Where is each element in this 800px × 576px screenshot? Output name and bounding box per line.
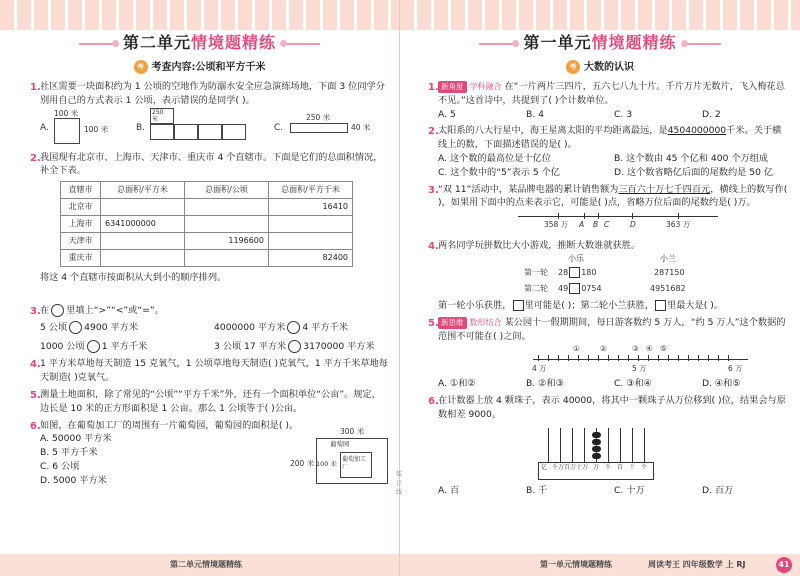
text-part: 里最大是( )。 [667,299,724,311]
question-number: 6. [428,396,439,408]
question-1 [428,80,790,121]
table-header: 总面积/平方米 [101,182,185,199]
place-label: 百万 [564,463,577,471]
circle-blank-icon[interactable] [288,340,301,353]
new-thinking-badge: 新思维 [438,317,467,329]
compare-left: 1000 公顷 [40,340,85,352]
round1-b: 287150 [654,267,685,277]
footer-book: 周读考王 四年级数学 上 RJ [648,560,746,569]
text-part: 千米。关于横线上的数，下面描述错误的是( )。 [438,125,782,151]
title-deco-icon [284,43,320,45]
option[interactable]: A. ①和② [438,378,476,390]
abacus-rod [560,428,561,462]
table-cell: 北京市 [61,199,101,216]
page-number: 41 [776,557,792,573]
option[interactable]: D. ④和⑤ [702,378,741,390]
table-cell[interactable] [101,199,185,216]
option[interactable]: C. 十万 [614,484,645,496]
fig-b-side: 米 [152,115,159,123]
number-line-right: 363 万 [666,220,691,230]
question-3 [428,183,790,237]
option[interactable]: C. 3 [614,108,633,120]
fig-top-label: 300 米 [340,427,365,437]
options-row [438,484,790,498]
grid-cell [150,124,174,140]
option[interactable]: B. ②和③ [526,378,564,390]
footer-text: 第二单元情境题精练 [170,560,242,569]
circle-blank-icon[interactable] [87,340,100,353]
compare-item [40,321,214,335]
subtitle-tag-icon: 考 [566,60,580,74]
compare-left: 4000000 平方米 [214,321,286,333]
option[interactable]: B. 这个数由 45 个亿和 400 个万组成 [614,152,769,164]
text-part: 里填上“>”“<”或“=”。 [66,304,164,316]
right-subtitle [400,60,800,75]
title-highlight: 情境题精练 [591,33,677,52]
place-label: 千 [605,463,612,471]
left-subtitle [0,60,399,75]
question-number: 4. [428,241,439,253]
number-line-left: 358 万 [544,220,569,230]
range-mark: ② [600,344,607,354]
axis-label: 6 万 [728,364,743,374]
options-row [438,166,790,180]
table-cell: 上海市 [61,216,101,233]
title-deco-icon [479,43,515,45]
option[interactable]: B. 5 平方千米 [40,447,98,459]
question-number: 5. [428,317,439,329]
subject-badge: 数形结合 [469,317,502,327]
option[interactable]: A. 50000 平方米 [40,433,112,445]
text-part: 第一轮小乐获胜， [438,299,512,311]
abacus-rod [608,428,609,462]
binding-line-label: 装订线 [395,471,402,496]
question-text: 两名同学玩拼数比大小游戏，推断大数谁就获胜。 [438,240,641,252]
question-2 [428,124,790,179]
round2-a [558,283,602,295]
place-label: 十万 [576,463,589,471]
bead [592,432,601,438]
question-text: 测量土地面积，除了常见的“公顷”“平方千米”外，还有一个面积单位“公亩”。规定，边长是 10 米的正方形面积是 1 公亩。那么 1 公顷等于( )公亩。 [40,388,381,414]
question-6 [428,394,790,497]
option[interactable]: B. 4 [526,108,544,120]
table-header: 直辖市 [61,182,101,199]
options-list [40,432,112,487]
options-row [438,377,790,391]
place-label: 十 [629,463,636,471]
table-row [61,199,353,216]
answer-space[interactable] [40,285,388,301]
fig-b-top: 250 [152,108,164,116]
question-4 [428,239,790,313]
game-table [438,253,790,299]
footer-text: 第一单元情境题精练 [540,560,612,569]
text-part: ，横线上的数写作( )，如果用下面中的点来表示它，可能是( )点，省略万位后面的尾数约是( )万。 [438,183,788,209]
table-cell: 16410 [269,199,353,216]
place-label: 个 [641,463,648,471]
option[interactable]: C. 6 公顷 [40,460,80,472]
q5-number-line [438,343,790,377]
option[interactable]: A. 百 [438,484,460,496]
table-cell[interactable] [101,250,185,267]
question-text: 在计数器上放 4 颗珠子，表示 40000，将其中一颗珠子从万位移到( )位，结果会与原数相差 9000。 [438,395,786,420]
fig-a-top: 100 米 [54,108,79,118]
table-cell[interactable] [185,199,269,216]
axis-label: 5 万 [632,364,647,374]
compare-right: 1 平方千米 [101,340,148,352]
options-row [438,108,790,122]
title-deco-icon [685,43,721,45]
circle-blank-icon[interactable] [69,321,82,334]
row-header: 第一轮 [524,267,548,277]
compare-item [214,340,388,354]
question-number: 1. [428,82,439,93]
question-1 [30,80,388,148]
table-cell: 天津市 [61,233,101,250]
number-line [438,210,790,236]
table-cell: 重庆市 [61,250,101,267]
circle-blank-icon[interactable] [287,321,300,334]
ticks [538,355,738,361]
bottom-band [0,554,399,576]
right-page [400,0,800,576]
compare-item [40,340,214,354]
left-page-title [71,31,328,55]
bead [592,446,601,452]
compare-right: 3170000 平方米 [303,340,375,352]
title-highlight: 情境题精练 [191,33,277,52]
title-deco-icon [79,43,115,45]
option[interactable]: B. 千 [526,484,548,496]
fig-c-top: 250 米 [306,112,331,122]
question-text [438,316,790,344]
abacus-rod [644,428,645,462]
table-row [61,216,353,233]
right-page-title [471,31,728,55]
option[interactable]: D. 百万 [702,484,734,496]
option[interactable]: D. 这个数省略亿后面的尾数约是 50 亿 [614,166,774,178]
round1-a [558,267,596,279]
rect-figure [290,123,348,133]
text-part: “双 11”活动中，某品牌电器的累计销售额为 [438,183,619,195]
option[interactable]: C. ③和④ [614,378,652,390]
option[interactable]: C. 这个数中的“5”表示 5 个亿 [438,166,560,178]
title-prefix: 第二单元 [122,33,191,52]
question-number: 5. [30,389,41,401]
question-followup [438,299,790,313]
question-followup: 将这 4 个直辖市按面积从大到小的顺序排列。 [40,272,227,284]
fig-yard-label: 葡萄园 [330,440,350,449]
table-cell[interactable] [269,216,353,233]
bead [592,439,601,445]
text-part: 在 [40,304,50,316]
tick [584,213,585,219]
question-text [438,80,790,108]
underlined-number: 三百六十万七千四百元 [618,183,711,195]
row-header: 第二轮 [524,283,548,293]
box-blank-icon[interactable] [513,300,524,311]
compare-item [214,321,388,335]
question-number: 2. [428,126,439,138]
place-label: 万 [593,463,600,471]
subtitle-text: 考查内容:公顷和平方千米 [151,62,266,73]
table-cell: 1196600 [185,233,269,250]
point-label[interactable]: A [579,220,585,230]
place-label: 百 [617,463,624,471]
option-b-label: B. [136,122,146,133]
digit: 180 [581,267,597,277]
fig-side-label: 200 米 [290,459,315,469]
table-cell: 6341000000 [101,216,185,233]
question-3 [30,304,388,353]
question-text [438,183,790,211]
circle-blank-icon[interactable] [51,304,64,317]
question-number: 3. [428,184,439,196]
top-band [0,0,399,30]
text-part: 太阳系的八大行星中，海王星离太阳的平均距离最远，是 [438,125,668,137]
fig-sub-label: 100 米 [316,460,337,469]
question-text: 如图，在葡萄加工厂的周围有一片葡萄园，葡萄园的面积是( )。 [40,419,299,431]
table-cell: 82400 [269,250,353,267]
option[interactable]: D. 2 [702,108,721,120]
point-label[interactable]: C [604,220,610,230]
compare-right: 4 平方千米 [302,321,348,333]
digit: 49 [558,283,569,293]
box-blank-icon[interactable] [655,300,666,311]
square-figure [54,118,80,144]
bead [592,453,601,459]
q1-figures [40,108,388,148]
fig-factory-label: 葡萄加工厂 [342,456,367,472]
subject-badge: 学科融合 [469,82,502,91]
subtitle-tag-icon: 考 [134,60,148,74]
subtitle-text: 大数的认识 [584,62,634,73]
table-cell[interactable] [185,216,269,233]
table-cell[interactable] [269,233,353,250]
table-header: 总面积/公顷 [185,182,269,199]
question-text [40,304,388,318]
question-5 [30,388,388,416]
option[interactable]: A. 5 [438,108,456,120]
compare-left: 5 公顷 [40,321,68,333]
table-row [61,233,353,250]
range-mark: ④ [646,344,653,354]
axis-label: 4 万 [532,364,547,374]
compare-row [40,340,388,354]
question-text: 我国现有北京市、上海市、天津市、重庆市 4 个直辖市。下面是它们的总面积情况，补全下表。 [40,151,383,177]
option[interactable]: D. 5000 平方米 [40,474,107,486]
grid-cell [222,124,246,140]
question-5 [428,316,790,391]
text-part: 在“一片两片三四片，五六七八九十片。千片万片无数片，飞入梅花总不见。”这首诗中，共提到了( )个计数单位。 [438,81,785,106]
question-text: 1 平方米草地每天制造 15 克氧气，1 公顷草地每天制造( )克氧气，1 平方千米草地每天制造( )克氧气。 [40,358,388,384]
bottom-band [400,554,800,576]
place-label: 千万 [552,463,565,471]
option-a-label: A. [40,122,49,133]
q6-body [40,427,388,494]
text-part: 里可能是( )；第二轮小兰获胜， [524,299,655,311]
range-mark: ⑤ [660,344,667,354]
options-row [438,152,790,166]
compare-row [40,321,388,335]
table-cell[interactable] [101,233,185,250]
abacus-rod [620,428,621,462]
round2-b: 4951682 [650,283,686,293]
abacus-figure [438,422,790,484]
grid-cell [174,124,198,140]
digit: 28 [558,267,569,277]
table-header: 总面积/平方千米 [269,182,353,199]
question-number: 1. [30,82,41,93]
question-6 [30,419,388,495]
question-number: 2. [30,152,41,164]
table-header-row [61,182,353,199]
abacus-rod [584,428,585,462]
fig-a-side: 100 米 [84,124,109,134]
point-label[interactable]: B [593,220,599,230]
box-blank-icon[interactable] [569,267,580,278]
abacus-rod [632,428,633,462]
right-content [428,80,790,501]
compare-right: 4900 平方米 [84,321,139,333]
number-line-axis [518,216,718,217]
right-title-wrap [400,31,800,57]
col-header: 小乐 [568,253,584,263]
question-number: 3. [30,305,41,317]
range-mark: ③ [632,344,639,354]
question-2 [30,151,388,301]
title-prefix: 第一单元 [523,33,592,52]
new-angle-badge: 新角度 [438,81,467,93]
top-band [400,0,800,30]
left-content [30,80,388,497]
range-mark: ① [573,344,580,354]
question-text: 社区需要一块面积约为 1 公顷的空地作为防溺水安全应急演练场地，下面 3 位同学分别用自己的方式表示 1 公顷，表示错误的是同学( )。 [40,81,385,106]
underlined-number: 4504000000 [667,125,727,137]
text-part: 某公园十一假期期间，每日游客数约 5 万人，“约 5 万人”这个数据的范围不可能在( )之间。 [438,316,786,342]
table-row [61,250,353,267]
question-number: 6. [30,420,41,432]
table-cell[interactable] [185,250,269,267]
question-text [438,124,790,152]
question-number: 4. [30,359,41,371]
grid-cell [198,124,222,140]
left-title-wrap [0,31,399,57]
option[interactable]: A. 这个数的最高位是十亿位 [438,152,552,164]
abacus-rod [548,428,549,462]
box-blank-icon[interactable] [569,283,580,294]
option-c-label: C. [274,122,284,133]
digit: 0754 [581,283,602,293]
point-label[interactable]: D [630,220,636,230]
area-table [60,181,353,267]
question-4 [30,357,388,385]
fig-c-side: 40 米 [351,122,371,132]
abacus-rod [572,428,573,462]
col-header: 小兰 [660,253,676,263]
place-label: 亿 [541,463,548,471]
compare-left: 3 公顷 17 平方米 [214,340,287,352]
